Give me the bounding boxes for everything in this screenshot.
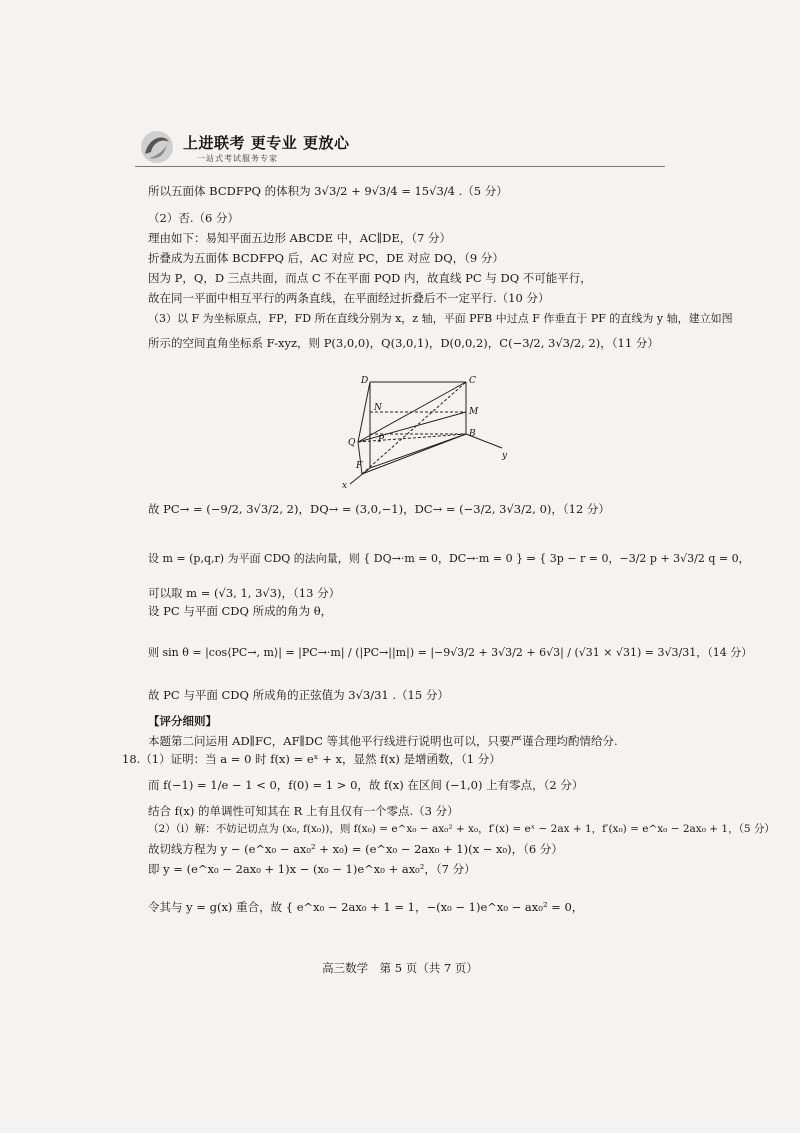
- brand-text: 上进联考 更专业 更放心: [183, 134, 350, 152]
- text-line: 设 m = (p,q,r) 为平面 CDQ 的法向量，则 { DQ→·m = 0，DC→·m = 0 } ⇒ { 3p − r = 0，−3/2 p + 3√3/2 q = 0，: [148, 552, 750, 565]
- text-line: 所示的空间直角坐标系 F-xyz，则 P(3,0,0)，Q(3,0,1)，D(0,0,2)，C(−3/2, 3√3/2, 2)，（11 分）: [148, 336, 659, 350]
- edge-QM: [358, 412, 466, 442]
- slogan-text: 一站式考试服务专家: [197, 154, 278, 163]
- text-line: 18.（1）证明：当 a = 0 时 f(x) = eˣ + x，显然 f(x) 是增函数，（1 分）: [122, 752, 501, 766]
- text-line: 因为 P，Q，D 三点共面，而点 C 不在平面 PQD 内，故直线 PC 与 DQ 不可能平行，: [148, 271, 592, 285]
- text-line: 理由如下：易知平面五边形 ABCDE 中，AC∥DE，（7 分）: [148, 231, 451, 245]
- text-line: 故在同一平面中相互平行的两条直线，在平面经过折叠后不一定平行.（10 分）: [148, 291, 550, 305]
- label-N: N: [374, 403, 382, 413]
- header-divider: [135, 166, 665, 167]
- label-P: P: [378, 435, 385, 445]
- text-line: 即 y = (e^x₀ − 2ax₀ + 1)x − (x₀ − 1)e^x₀ + ax₀²，（7 分）: [148, 862, 476, 876]
- label-C: C: [469, 376, 476, 386]
- text-line: 可以取 m = (√3, 1, 3√3)，（13 分）: [148, 586, 341, 600]
- text-line: 结合 f(x) 的单调性可知其在 R 上有且仅有一个零点.（3 分）: [148, 804, 459, 818]
- logo-icon: [135, 128, 181, 166]
- text-line: 而 f(−1) = 1/e − 1 < 0，f(0) = 1 > 0，故 f(x) 在区间 (−1,0) 上有零点，（2 分）: [148, 778, 584, 792]
- label-M: M: [469, 407, 479, 417]
- label-B: B: [469, 429, 476, 439]
- text-line: 折叠成为五面体 BCDFPQ 后，AC 对应 PC，DE 对应 DQ，（9 分）: [148, 251, 504, 265]
- label-y: y: [502, 451, 508, 461]
- header: [135, 128, 355, 166]
- edge-PC: [362, 382, 466, 474]
- text-line: 本题第二问运用 AD∥FC，AF∥DC 等其他平行线进行说明也可以，只要严谨合理均酌情给分.: [148, 734, 618, 748]
- label-F: F: [356, 461, 363, 471]
- scoring-rules-heading: 【评分细则】: [148, 714, 217, 728]
- text-line: 故 PC→ = (−9/2, 3√3/2, 2)，DQ→ = (3,0,−1)，DC→ = (−3/2, 3√3/2, 0)，（12 分）: [148, 502, 610, 516]
- text-line: （3）以 F 为坐标原点，FP，FD 所在直线分别为 x，z 轴，平面 PFB 中过点 F 作垂直于 PF 的直线为 y 轴，建立如图: [148, 312, 733, 325]
- solid-geometry-figure: [330, 372, 510, 490]
- page-footer: 高三数学 第 5 页（共 7 页）: [322, 961, 478, 975]
- text-line: 则 sin θ = |cos⟨PC→, m⟩| = |PC→·m| / (|PC→||m|) = |−9√3/2 + 3√3/2 + 6√3| / (√31 × √31) = 3√3/31，（14 分）: [148, 646, 753, 659]
- label-D: D: [361, 376, 369, 386]
- text-line: 所以五面体 BCDFPQ 的体积为 3√3/2 + 9√3/4 = 15√3/4 .（5 分）: [148, 184, 508, 198]
- text-line: 故切线方程为 y − (e^x₀ − ax₀² + x₀) = (e^x₀ − 2ax₀ + 1)(x − x₀)，（6 分）: [148, 842, 563, 856]
- label-x: x: [342, 481, 348, 490]
- label-Q: Q: [348, 438, 356, 448]
- text-line: 令其与 y = g(x) 重合，故 { e^x₀ − 2ax₀ + 1 = 1，−(x₀ − 1)e^x₀ − ax₀² = 0，: [148, 900, 584, 914]
- text-line: （2）（i）解：不妨记切点为 (x₀, f(x₀))，则 f(x₀) = e^x₀ − ax₀² + x₀，f′(x) = eˣ − 2ax + 1，f′(x₀) = e^x₀ − 2ax₀ + 1，（5 分）: [148, 823, 775, 835]
- text-line: 故 PC 与平面 CDQ 所成角的正弦值为 3√3/31 .（15 分）: [148, 688, 449, 702]
- text-line: （2）否.（6 分）: [148, 211, 239, 225]
- edge-QD: [358, 382, 370, 442]
- text-line: 设 PC 与平面 CDQ 所成的角为 θ，: [148, 604, 333, 618]
